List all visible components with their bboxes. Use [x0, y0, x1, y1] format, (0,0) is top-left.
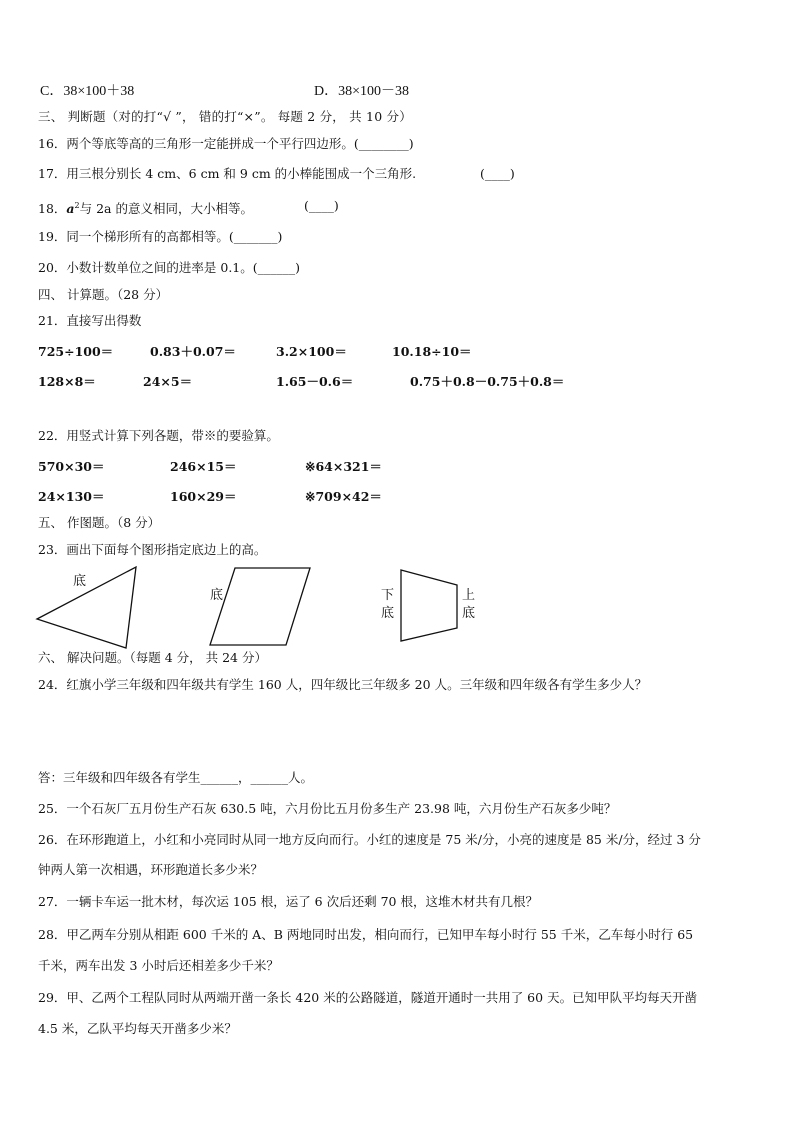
section6-heading: 六、 解决问题。（每题 4 分， 共 24 分） — [38, 650, 267, 665]
question-26-line1: 26．在环形跑道上，小红和小亮同时从同一地方反向而行。小红的速度是 75 米/分，小亮的速度是 85 米/分，经过 3 分 — [38, 832, 701, 847]
answer-24: 答：三年级和四年级各有学生______，______人。 — [38, 770, 314, 785]
option-c: C．38×100＋38 — [40, 84, 135, 99]
question-18-exponent: 2 — [74, 201, 80, 210]
question-27: 27．一辆卡车运一批木材，每次运 105 根，运了 6 次后还剩 70 根，这堆木材共有几根？ — [38, 894, 538, 909]
question-18-blank: (____) — [304, 198, 339, 213]
vertical-calc-row2-item2: 160×29＝ — [170, 489, 237, 504]
vertical-calc-row1-item3: ※64×321＝ — [305, 459, 382, 474]
vertical-calc-row2-item1: 24×130＝ — [38, 489, 105, 504]
triangle-shape — [37, 567, 136, 648]
question-16: 16．两个等底等高的三角形一定能拼成一个平行四边形。(________) — [38, 136, 414, 151]
trapezoid-left-label-2: 底 — [381, 606, 395, 621]
calc-row1-item1: 725÷100＝ — [38, 344, 114, 359]
question-29-line1: 29．甲、乙两个工程队同时从两端开凿一条长 420 米的公路隧道，隧道开通时一共用了 60 天。已知甲队平均每天开凿 — [38, 990, 698, 1005]
question-28-line2: 千米，两车出发 3 小时后还相差多少千米？ — [38, 958, 279, 973]
question-21: 21．直接写出得数 — [38, 313, 142, 328]
question-19: 19．同一个梯形所有的高都相等。(_______) — [38, 229, 283, 244]
section4-heading: 四、 计算题。（28 分） — [38, 287, 169, 302]
calc-row1-item4: 10.18÷10＝ — [392, 344, 472, 359]
trapezoid-right-label-1: 上 — [462, 588, 476, 603]
calc-row2-item3: 1.65－0.6＝ — [276, 374, 354, 389]
option-d: D．38×100－38 — [314, 84, 410, 99]
question-18-number: 18． — [38, 201, 67, 217]
vertical-calc-row1-item2: 246×15＝ — [170, 459, 237, 474]
question-17-blank: (____) — [480, 166, 515, 181]
question-28-line1: 28．甲乙两车分别从相距 600 千米的 A、B 两地同时出发，相向而行，已知甲车每小时行 55 千米，乙车每小时行 65 — [38, 927, 694, 942]
calc-row1-item2: 0.83＋0.07＝ — [150, 344, 236, 359]
question-20: 20．小数计数单位之间的进率是 0.1。(______) — [38, 260, 301, 275]
parallelogram-base-label: 底 — [210, 588, 224, 603]
calc-row2-item1: 128×8＝ — [38, 374, 96, 389]
calc-row1-item3: 3.2×100＝ — [276, 344, 347, 359]
question-23: 23．画出下面每个图形指定底边上的高。 — [38, 542, 267, 557]
calc-row2-item4: 0.75＋0.8－0.75＋0.8＝ — [410, 374, 565, 389]
triangle-base-label: 底 — [73, 574, 87, 589]
question-26-line2: 钟两人第一次相遇，环形跑道长多少米？ — [38, 862, 264, 877]
vertical-calc-row2-item3: ※709×42＝ — [305, 489, 382, 504]
question-22: 22．用竖式计算下列各题，带※的要验算。 — [38, 428, 279, 443]
question-24: 24．红旗小学三年级和四年级共有学生 160 人，四年级比三年级多 20 人。三年级和四年级各有学生多少人？ — [38, 677, 648, 692]
question-18-a: a — [66, 201, 75, 217]
question-29-line2: 4.5 米，乙队平均每天开凿多少米？ — [38, 1021, 237, 1036]
section5-heading: 五、 作图题。（8 分） — [38, 515, 161, 530]
question-18-text: 与 2a 的意义相同，大小相等。 — [79, 201, 253, 217]
trapezoid-right-label-2: 底 — [462, 606, 476, 621]
vertical-calc-row1-item1: 570×30＝ — [38, 459, 105, 474]
question-25: 25．一个石灰厂五月份生产石灰 630.5 吨，六月份比五月份多生产 23.98 吨，六月份生产石灰多少吨？ — [38, 801, 617, 816]
section3-heading: 三、 判断题（对的打“√ ”， 错的打“×”。 每题 2 分， 共 10 分） — [38, 109, 412, 124]
question-17: 17．用三根分别长 4 cm、6 cm 和 9 cm 的小棒能围成一个三角形. — [38, 166, 417, 181]
calc-row2-item2: 24×5＝ — [143, 374, 193, 389]
parallelogram-shape — [210, 568, 310, 645]
trapezoid-shape — [401, 570, 457, 641]
trapezoid-left-label-1: 下 — [381, 588, 395, 603]
